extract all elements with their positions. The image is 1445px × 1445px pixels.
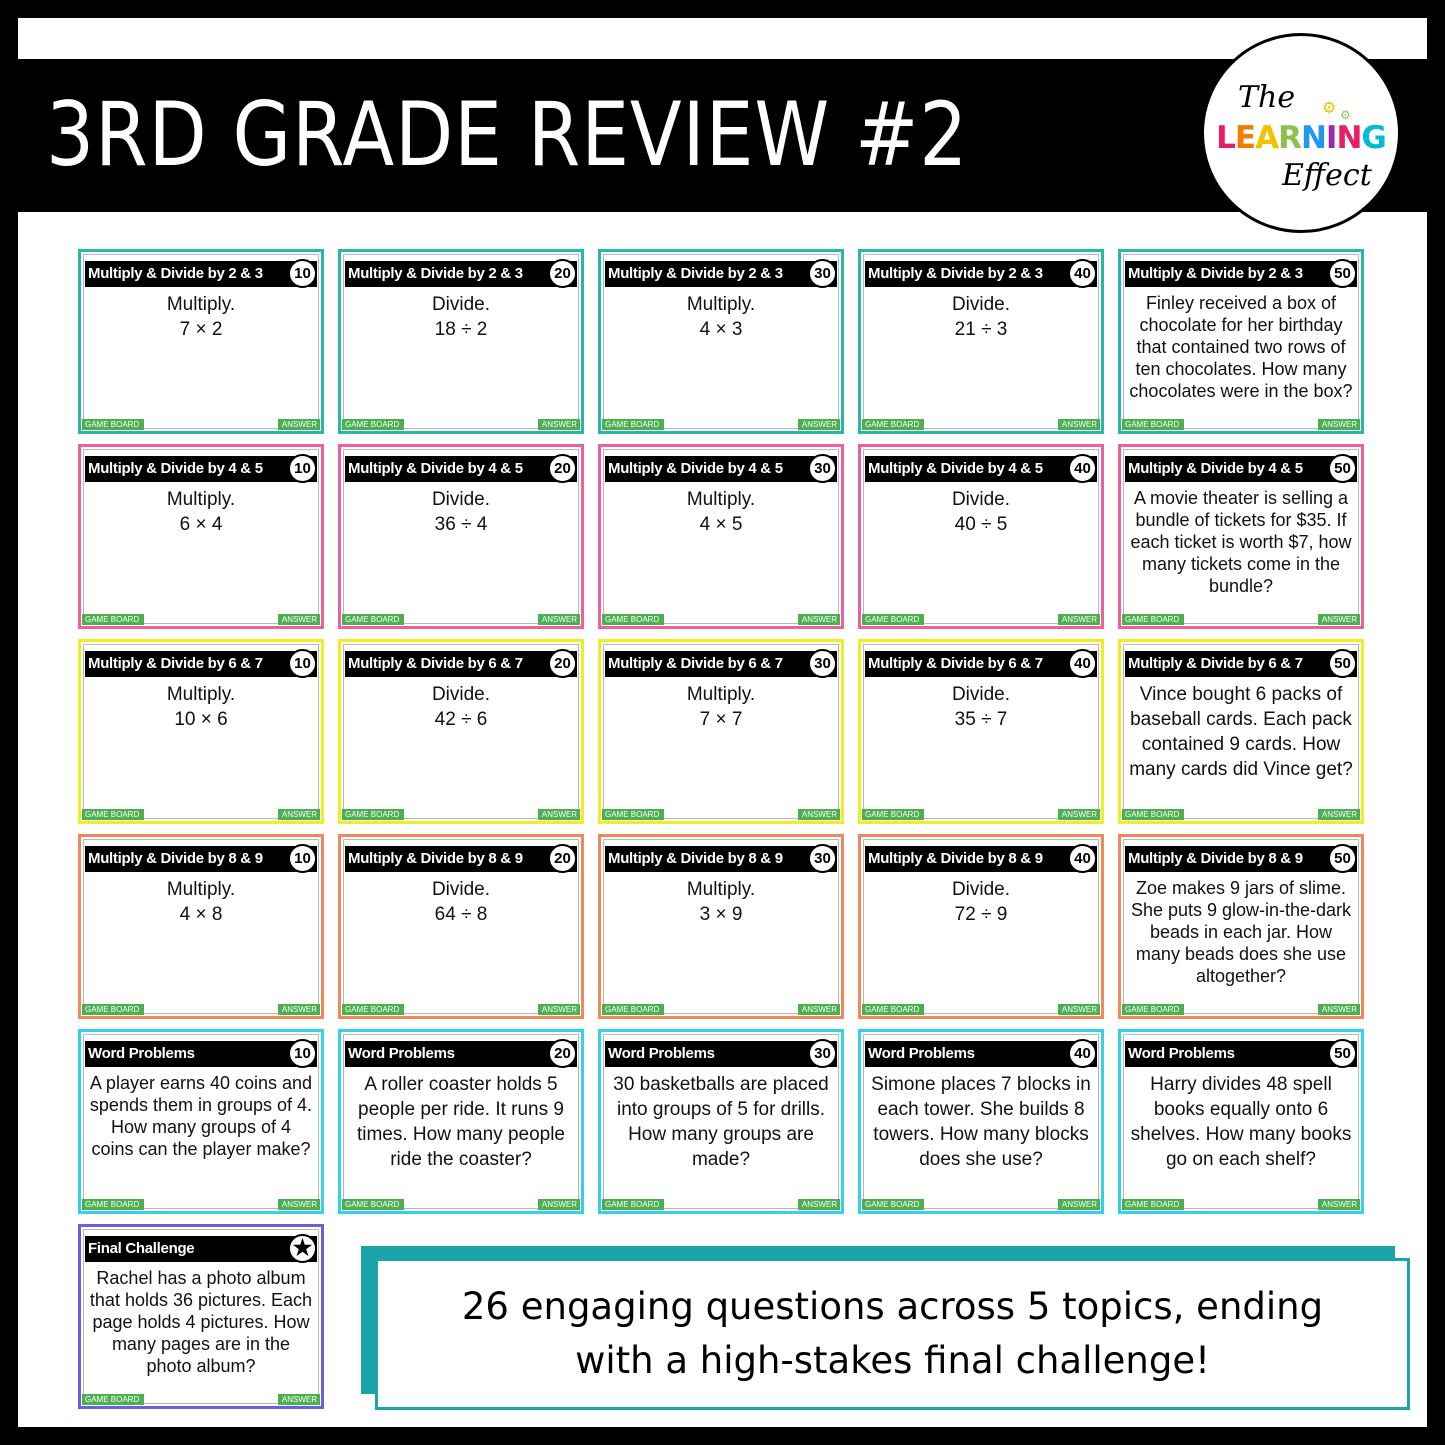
answer-link[interactable]: ANSWER	[1058, 614, 1100, 625]
question-expression: 3 × 9	[699, 904, 743, 925]
game-board-link[interactable]: GAME BOARD	[342, 1199, 404, 1210]
question-instruction: Divide.	[431, 879, 491, 900]
question-card[interactable]	[858, 249, 1104, 434]
card-question: Vince bought 6 packs of baseball cards. Each pack contained 9 cards. How many cards did Vince get?	[1129, 684, 1353, 780]
point-value-badge: 10	[288, 259, 317, 288]
point-value-badge: 20	[548, 649, 577, 678]
card-question	[89, 292, 313, 342]
game-board-link[interactable]: GAME BOARD	[82, 1199, 144, 1210]
card-topic: Multiply & Divide by 4 & 5	[865, 456, 1097, 482]
question-expression: 4 × 3	[699, 319, 743, 340]
point-value-badge: 20	[548, 454, 577, 483]
callout-line-2: with a high-stakes final challenge!	[575, 1339, 1210, 1382]
question-expression: 40 ÷ 5	[954, 514, 1008, 535]
card-topic: Multiply & Divide by 2 & 3	[605, 261, 837, 287]
answer-link[interactable]: ANSWER	[278, 1394, 320, 1405]
card-question	[869, 682, 1093, 732]
game-board-link[interactable]: GAME BOARD	[862, 614, 924, 625]
card-topic: Multiply & Divide by 2 & 3	[865, 261, 1097, 287]
point-value-badge: 30	[808, 1039, 837, 1068]
question-card[interactable]	[858, 1029, 1104, 1214]
point-value-badge: 10	[288, 649, 317, 678]
card-question	[89, 487, 313, 537]
answer-link[interactable]: ANSWER	[798, 1004, 840, 1015]
question-instruction: Multiply.	[686, 489, 756, 510]
card-question: A movie theater is selling a bundle of tickets for $35. If each ticket is worth $7, how many tickets come in the bundle?	[1130, 488, 1352, 596]
point-value-badge: 50	[1328, 1039, 1357, 1068]
question-card[interactable]	[338, 249, 584, 434]
question-expression: 18 ÷ 2	[434, 319, 488, 340]
answer-link[interactable]: ANSWER	[538, 1199, 580, 1210]
question-instruction: Multiply.	[686, 684, 756, 705]
card-topic: Multiply & Divide by 8 & 9	[605, 846, 837, 872]
question-card[interactable]	[858, 444, 1104, 629]
answer-link[interactable]: ANSWER	[798, 614, 840, 625]
question-card[interactable]	[598, 639, 844, 824]
card-topic: Multiply & Divide by 2 & 3	[1125, 261, 1357, 287]
card-topic: Multiply & Divide by 2 & 3	[85, 261, 317, 287]
card-question: 30 basketballs are placed into groups of 5 for drills. How many groups are made?	[613, 1074, 829, 1170]
game-board-link[interactable]: GAME BOARD	[1122, 419, 1184, 430]
final-challenge-card[interactable]	[78, 1224, 324, 1409]
card-topic: Word Problems	[345, 1041, 577, 1067]
point-value-badge: 20	[548, 259, 577, 288]
card-question	[349, 487, 573, 537]
question-instruction: Divide.	[431, 684, 491, 705]
point-value-badge: 20	[548, 844, 577, 873]
question-instruction: Multiply.	[166, 489, 236, 510]
callout-box	[375, 1258, 1410, 1410]
point-value-badge: 10	[288, 1039, 317, 1068]
question-expression: 35 ÷ 7	[954, 709, 1008, 730]
card-topic: Multiply & Divide by 2 & 3	[345, 261, 577, 287]
card-question	[609, 682, 833, 732]
gear-icon: ⚙	[1322, 100, 1337, 117]
card-topic: Multiply & Divide by 6 & 7	[605, 651, 837, 677]
question-instruction: Multiply.	[166, 294, 236, 315]
card-topic: Multiply & Divide by 6 & 7	[865, 651, 1097, 677]
card-question: Simone places 7 blocks in each tower. She builds 8 towers. How many blocks does she use?	[871, 1074, 1091, 1170]
question-card[interactable]	[1118, 639, 1364, 824]
game-board-link[interactable]: GAME BOARD	[862, 1004, 924, 1015]
question-expression: 7 × 7	[699, 709, 743, 730]
game-board-link[interactable]: GAME BOARD	[82, 809, 144, 820]
question-card[interactable]	[338, 639, 584, 824]
card-topic: Multiply & Divide by 4 & 5	[85, 456, 317, 482]
question-card[interactable]	[338, 444, 584, 629]
answer-link[interactable]: ANSWER	[798, 1199, 840, 1210]
card-topic: Multiply & Divide by 4 & 5	[605, 456, 837, 482]
answer-link[interactable]: ANSWER	[1058, 1004, 1100, 1015]
point-value-badge: 30	[808, 454, 837, 483]
game-board-link[interactable]: GAME BOARD	[82, 1004, 144, 1015]
point-value-badge: 30	[808, 844, 837, 873]
logo-word-the: The	[1238, 80, 1296, 115]
question-card[interactable]	[338, 1029, 584, 1214]
answer-link[interactable]: ANSWER	[278, 614, 320, 625]
answer-link[interactable]: ANSWER	[278, 809, 320, 820]
card-question: A roller coaster holds 5 people per ride. It runs 9 times. How many people ride the coaster?	[356, 1074, 566, 1170]
question-card[interactable]	[598, 249, 844, 434]
logo-word-learning: LEARNING	[1216, 120, 1386, 156]
card-question: Zoe makes 9 jars of slime. She puts 9 glow-in-the-dark beads in each jar. How many beads does she use altogether?	[1130, 878, 1352, 986]
question-instruction: Multiply.	[166, 879, 236, 900]
answer-link[interactable]: ANSWER	[538, 809, 580, 820]
game-board-link[interactable]: GAME BOARD	[82, 1394, 144, 1405]
answer-link[interactable]: ANSWER	[278, 419, 320, 430]
card-question	[89, 877, 313, 927]
question-expression: 21 ÷ 3	[954, 319, 1008, 340]
question-card[interactable]	[78, 834, 324, 1019]
card-topic: Word Problems	[605, 1041, 837, 1067]
point-value-badge: 30	[808, 259, 837, 288]
card-topic: Word Problems	[865, 1041, 1097, 1067]
point-value-badge: 40	[1068, 1039, 1097, 1068]
card-question	[609, 877, 833, 927]
answer-link[interactable]: ANSWER	[1058, 419, 1100, 430]
question-instruction: Multiply.	[686, 294, 756, 315]
card-topic: Multiply & Divide by 6 & 7	[1125, 651, 1357, 677]
card-topic: Multiply & Divide by 4 & 5	[345, 456, 577, 482]
game-board-link[interactable]: GAME BOARD	[602, 1199, 664, 1210]
question-expression: 72 ÷ 9	[954, 904, 1008, 925]
question-card[interactable]	[78, 444, 324, 629]
card-question: Rachel has a photo album that holds 36 pictures. Each page holds 4 pictures. How many pages are in the photo album?	[89, 1268, 313, 1376]
answer-link[interactable]: ANSWER	[1318, 614, 1360, 625]
question-instruction: Divide.	[951, 684, 1011, 705]
question-expression: 4 × 8	[179, 904, 223, 925]
question-expression: 6 × 4	[179, 514, 223, 535]
product-frame	[18, 18, 1427, 1427]
card-question: A player earns 40 coins and spends them in groups of 4. How many groups of 4 coins can the player make?	[89, 1073, 313, 1159]
answer-link[interactable]: ANSWER	[278, 1004, 320, 1015]
question-card[interactable]	[598, 444, 844, 629]
question-instruction: Divide.	[951, 879, 1011, 900]
question-instruction: Divide.	[431, 489, 491, 510]
card-topic: Multiply & Divide by 8 & 9	[865, 846, 1097, 872]
game-board-link[interactable]: GAME BOARD	[602, 809, 664, 820]
point-value-badge: 30	[808, 649, 837, 678]
page-title: 3RD GRADE REVIEW #2	[46, 83, 969, 186]
callout-line-1: 26 engaging questions across 5 topics, ending	[461, 1285, 1324, 1328]
card-question	[869, 487, 1093, 537]
answer-link[interactable]: ANSWER	[278, 1199, 320, 1210]
question-expression: 36 ÷ 4	[434, 514, 488, 535]
gear-icon: ⚙	[1340, 108, 1351, 122]
answer-link[interactable]: ANSWER	[798, 419, 840, 430]
game-board-link[interactable]: GAME BOARD	[862, 419, 924, 430]
learning-effect-logo	[1201, 33, 1401, 233]
question-card[interactable]	[338, 834, 584, 1019]
game-board-link[interactable]: GAME BOARD	[602, 614, 664, 625]
star-icon: ★	[288, 1234, 317, 1263]
question-card[interactable]	[1118, 249, 1364, 434]
card-question	[869, 292, 1093, 342]
card-question	[349, 292, 573, 342]
card-question	[869, 877, 1093, 927]
game-board-link[interactable]: GAME BOARD	[82, 419, 144, 430]
question-card[interactable]	[598, 1029, 844, 1214]
question-card[interactable]	[78, 639, 324, 824]
point-value-badge: 20	[548, 1039, 577, 1068]
game-board-link[interactable]: GAME BOARD	[862, 1199, 924, 1210]
card-question	[349, 877, 573, 927]
card-topic: Word Problems	[85, 1041, 317, 1067]
answer-link[interactable]: ANSWER	[1318, 809, 1360, 820]
point-value-badge: 40	[1068, 259, 1097, 288]
game-board-link[interactable]: GAME BOARD	[602, 419, 664, 430]
answer-link[interactable]: ANSWER	[1058, 1199, 1100, 1210]
game-board-link[interactable]: GAME BOARD	[342, 614, 404, 625]
card-topic: Multiply & Divide by 4 & 5	[1125, 456, 1357, 482]
answer-link[interactable]: ANSWER	[1318, 1004, 1360, 1015]
card-topic: Word Problems	[1125, 1041, 1357, 1067]
question-card[interactable]	[858, 639, 1104, 824]
question-instruction: Divide.	[951, 294, 1011, 315]
answer-link[interactable]: ANSWER	[798, 809, 840, 820]
card-question: Harry divides 48 spell books equally onto 6 shelves. How many books go on each shelf?	[1130, 1074, 1352, 1170]
point-value-badge: 10	[288, 844, 317, 873]
point-value-badge: 10	[288, 454, 317, 483]
card-topic: Multiply & Divide by 6 & 7	[345, 651, 577, 677]
question-instruction: Multiply.	[686, 879, 756, 900]
card-question	[89, 682, 313, 732]
card-topic: Multiply & Divide by 8 & 9	[345, 846, 577, 872]
answer-link[interactable]: ANSWER	[538, 614, 580, 625]
question-card[interactable]	[78, 1029, 324, 1214]
question-instruction: Multiply.	[166, 684, 236, 705]
game-board-link[interactable]: GAME BOARD	[342, 1004, 404, 1015]
card-topic: Multiply & Divide by 6 & 7	[85, 651, 317, 677]
answer-link[interactable]: ANSWER	[1058, 809, 1100, 820]
game-board-link[interactable]: GAME BOARD	[1122, 1004, 1184, 1015]
question-expression: 42 ÷ 6	[434, 709, 488, 730]
card-topic: Final Challenge	[85, 1236, 317, 1262]
point-value-badge: 50	[1328, 844, 1357, 873]
card-question	[609, 487, 833, 537]
question-expression: 64 ÷ 8	[434, 904, 488, 925]
point-value-badge: 50	[1328, 649, 1357, 678]
point-value-badge: 40	[1068, 454, 1097, 483]
game-board-link[interactable]: GAME BOARD	[82, 614, 144, 625]
question-expression: 4 × 5	[699, 514, 743, 535]
question-card[interactable]	[858, 834, 1104, 1019]
game-board-link[interactable]: GAME BOARD	[342, 809, 404, 820]
answer-link[interactable]: ANSWER	[1318, 1199, 1360, 1210]
logo-word-effect: Effect	[1282, 158, 1372, 193]
question-instruction: Divide.	[951, 489, 1011, 510]
answer-link[interactable]: ANSWER	[538, 419, 580, 430]
question-card[interactable]	[1118, 1029, 1364, 1214]
point-value-badge: 40	[1068, 649, 1097, 678]
question-expression: 7 × 2	[179, 319, 223, 340]
question-card[interactable]	[598, 834, 844, 1019]
game-board-link[interactable]: GAME BOARD	[862, 809, 924, 820]
card-topic: Multiply & Divide by 8 & 9	[85, 846, 317, 872]
question-card[interactable]	[78, 249, 324, 434]
card-question	[609, 292, 833, 342]
point-value-badge: 40	[1068, 844, 1097, 873]
card-question: Finley received a box of chocolate for her birthday that contained two rows of ten chocolates. How many chocolates were in the box?	[1129, 293, 1353, 401]
game-board-link[interactable]: GAME BOARD	[342, 419, 404, 430]
answer-link[interactable]: ANSWER	[538, 1004, 580, 1015]
question-card[interactable]	[1118, 834, 1364, 1019]
game-board-link[interactable]: GAME BOARD	[1122, 614, 1184, 625]
point-value-badge: 50	[1328, 454, 1357, 483]
point-value-badge: 50	[1328, 259, 1357, 288]
card-topic: Multiply & Divide by 8 & 9	[1125, 846, 1357, 872]
game-board-link[interactable]: GAME BOARD	[602, 1004, 664, 1015]
game-board-link[interactable]: GAME BOARD	[1122, 809, 1184, 820]
card-question	[349, 682, 573, 732]
question-card[interactable]	[1118, 444, 1364, 629]
question-expression: 10 × 6	[174, 709, 228, 730]
question-instruction: Divide.	[431, 294, 491, 315]
answer-link[interactable]: ANSWER	[1318, 419, 1360, 430]
game-board-link[interactable]: GAME BOARD	[1122, 1199, 1184, 1210]
